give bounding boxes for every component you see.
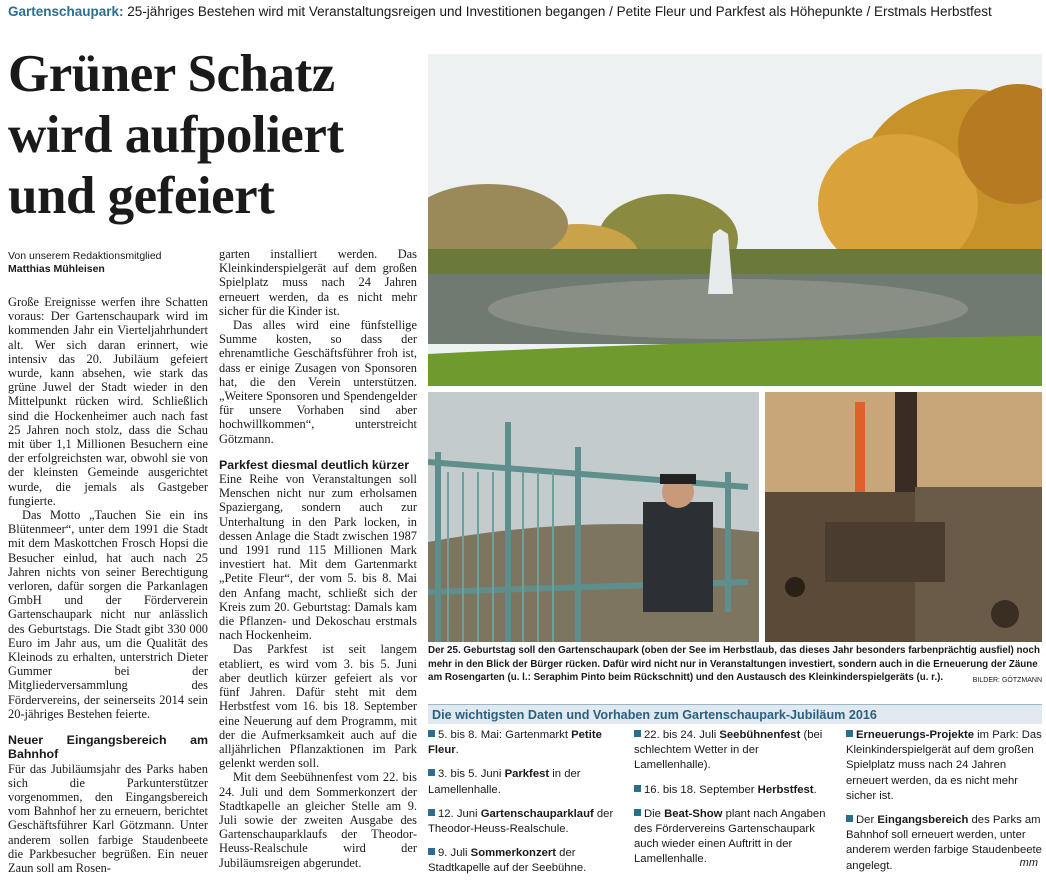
item-text: 9. Juli bbox=[438, 847, 471, 860]
item-keyword: Herbstfest bbox=[757, 783, 814, 796]
byline-author: Matthias Mühleisen bbox=[8, 263, 105, 275]
bullet-square-icon bbox=[428, 769, 435, 776]
headline-line: und gefeiert bbox=[8, 167, 275, 225]
paragraph: Das alles wird eine fünfstellige Summe kosten, so dass der ehrenamtliche Geschäftsführer froh ist, dass er einige Zusagen von Sponsoren hat, die den Verein unterstützen. „Weitere Sponsoren und Spendengelder für unsere Vorhaben sind aber hochwillkommen“, unterstreicht Götzmann. bbox=[219, 318, 417, 446]
item-text: . bbox=[813, 783, 817, 796]
infobox-item bbox=[634, 807, 834, 868]
paragraph: Für das Jubiläumsjahr des Parks haben sich die Parkunterstützer vorgenommen, den Eingangsbereich vom Bahnhof her zu erneuern, berichtet Geschäftsführer Karl Götzmann. Unter anderem sollen farbige Staudenbeete die Parkbesucher begrüßen. Ein neuer Zaun soll am Rosen- bbox=[8, 761, 208, 875]
subheading: Parkfest diesmal deutlich kürzer bbox=[219, 457, 410, 472]
infobox-item bbox=[428, 767, 618, 797]
infobox-item bbox=[428, 846, 618, 876]
item-text: in der Lamellenhalle. bbox=[428, 768, 581, 796]
byline bbox=[8, 250, 162, 276]
article-column-2 bbox=[219, 247, 417, 870]
bullet-square-icon bbox=[428, 848, 435, 855]
kicker-text: 25-jähriges Bestehen wird mit Veranstaltungsreigen und Investitionen begangen / Petite Fleur und Parkfest als Höhepunkte / Erstmals Herbstfest bbox=[123, 4, 992, 19]
headline-line: Grüner Schatz bbox=[8, 45, 335, 103]
headline-line: wird aufpoliert bbox=[8, 106, 344, 164]
subheading: Neuer Eingangsbereich am Bahnhof bbox=[8, 733, 208, 762]
item-keyword: Beat-Show bbox=[664, 807, 723, 820]
infobox-column-3 bbox=[846, 728, 1042, 883]
item-keyword: Parkfest bbox=[504, 768, 550, 781]
bullet-square-icon bbox=[428, 730, 435, 737]
item-text: (bei schlechtem Wetter in der Lamellenhalle). bbox=[634, 729, 823, 772]
infobox-item bbox=[846, 728, 1042, 804]
author-signature: mm bbox=[1019, 857, 1038, 869]
infobox-column-1 bbox=[428, 728, 618, 886]
item-text: . bbox=[455, 744, 459, 757]
item-text: 5. bis 8. Mai: Gartenmarkt bbox=[438, 729, 572, 741]
item-keyword: Erneuerungs-Projekte bbox=[856, 729, 975, 741]
paragraph: Mit dem Seebühnenfest vom 22. bis 24. Juli und dem Sommerkonzert der Stadtkapelle an gleicher Stelle am 9. Juli sowie der zweiten Ausgabe des Gartenschauparklaufs der Theodor-Heuss-Realschule wird der Jubiläumsreigen abgerundet. bbox=[219, 770, 417, 870]
photo-credit: BILDER: GÖTZMANN bbox=[972, 677, 1042, 684]
caption-text: Der 25. Geburtstag soll den Gartenschaupark (oben der See im Herbstlaub, das dieses Jahr besonders farbenprächtig ausfiel) noch mehr in den Blick der Bürger rücken. Dafür wird nicht nur in Veranstaltungen investiert, sondern auch in die Erneuerung der Zäune am Rosengarten (u. l.: Seraphim Pinto beim Rückschnitt) und den Austausch des Kleinkinderspielgeräts (u. r.). bbox=[428, 645, 1040, 683]
article-column-1 bbox=[8, 295, 208, 875]
infobox-item bbox=[634, 783, 834, 798]
item-text: im Park: Das Kleinkinderspielgerät auf dem großen Spielplatz muss nach 24 Jahren erneuert werden, da es nicht mehr sicher ist. bbox=[846, 729, 1042, 802]
paragraph: Das Motto „Tauchen Sie ein ins Blütenmeer“, unter dem 1991 die Stadt mit dem Maskottchen Frosch Hopsi die Besucher einlud, hat auch nach 25 Jahren nichts von seiner Berechtigung verloren, dafür sorgen die Parkanlagen GmbH und der Förderverein Gartenschaupark nicht nur anlässlich des Geburtstags. Die Stadt gibt 330 000 Euro im Jahr aus, um die Qualität des Kleinods zu erhalten, unterstrich Dieter Gummer bei der Mitgliederversammlung des Fördervereins, der seinerseits 2014 sein 20-jähriges Bestehen feierte. bbox=[8, 508, 208, 721]
paragraph: Das Parkfest ist seit langem etabliert, es wird vom 3. bis 5. Juni aber deutlich kürzer gefeiert als vor fünf Jahren. Dafür steht mit dem Herbstfest vom 16. bis 18. September eine Neuerung auf dem Programm, mit der die Aufmerksamkeit auch auf die alljährlichen Pflanzaktionen im Park gelenkt werden soll. bbox=[219, 642, 417, 771]
photo-gardener-fence bbox=[428, 392, 759, 642]
item-keyword: Eingangsbereich bbox=[877, 814, 969, 827]
kicker bbox=[8, 4, 1042, 19]
photo-playground-wood bbox=[765, 392, 1042, 642]
kicker-keyword: Gartenschaupark: bbox=[8, 4, 124, 19]
item-text: 12. Juni bbox=[438, 807, 481, 820]
paragraph: Eine Reihe von Veranstaltungen soll Menschen nicht nur zum erholsamen Spaziergang, sondern auch zur Unterhaltung in den Park locken, in dessen Anlage die Stadt zwischen 1987 und 1991 rund 115 Millionen Mark investiert hat. Mit dem Gartenmarkt „Petite Fleur“, der vom 5. bis 8. Mai den Anfang macht, schließt sich der Kreis zum 20. Geburtstag: Damals kam die Pflanzen- und Dekoschau erstmals nach Hockenheim. bbox=[219, 472, 417, 643]
byline-intro: Von unserem Redaktionsmitglied bbox=[8, 250, 162, 262]
photo-caption bbox=[428, 644, 1042, 688]
infobox-item bbox=[846, 813, 1042, 874]
headline bbox=[8, 44, 418, 227]
item-text: Der bbox=[856, 814, 878, 827]
infobox-column-2 bbox=[634, 728, 834, 877]
item-keyword: Seebühnenfest bbox=[719, 729, 801, 741]
item-text: Die bbox=[644, 807, 665, 820]
bullet-square-icon bbox=[634, 785, 641, 792]
item-text: 22. bis 24. Juli bbox=[644, 729, 720, 741]
item-keyword: Gartenschauparklauf bbox=[480, 807, 594, 820]
bullet-square-icon bbox=[428, 809, 435, 816]
item-text: 16. bis 18. September bbox=[644, 783, 758, 796]
item-keyword: Sommerkonzert bbox=[470, 847, 557, 860]
item-keyword: Petite Fleur bbox=[428, 729, 602, 757]
item-text: der Theodor-Heuss-Realschule. bbox=[428, 807, 614, 836]
infobox-title: Die wichtigsten Daten und Vorhaben zum Gartenschaupark-Jubiläum 2016 bbox=[428, 704, 1042, 724]
paragraph: garten installiert werden. Das Kleinkinderspielgerät auf dem großen Spielplatz muss nach 24 Jahren erneuert werden, da es nicht mehr sicher für die Kinder ist. bbox=[219, 247, 417, 318]
infobox-item bbox=[634, 728, 834, 774]
item-text: der Stadtkapelle auf der Seebühne. bbox=[428, 847, 587, 875]
bullet-square-icon bbox=[634, 730, 641, 737]
bullet-square-icon bbox=[634, 809, 641, 816]
infobox-item bbox=[428, 728, 618, 758]
bullet-square-icon bbox=[846, 730, 853, 737]
photo-park-lake bbox=[428, 54, 1042, 386]
item-text: plant nach Angaben des Fördervereins Gartenschaupark auch wieder einen Auftritt in der Lamellenhalle. bbox=[634, 807, 826, 866]
item-text: des Parks am Bahnhof soll erneuert werden, unter anderem werden farbige Staudenbeete angelegt. bbox=[846, 814, 1042, 872]
item-text: 3. bis 5. Juni bbox=[438, 768, 505, 781]
bullet-square-icon bbox=[846, 815, 853, 822]
paragraph: Große Ereignisse werfen ihre Schatten voraus: Der Gartenschaupark wird im kommenden Jahr ein Vierteljahrhundert alt. Wer sich daran erinnert, wie intensiv das 20. Jubiläum gefeiert wurde, kann absehen, wie stark das grüne Juwel der Stadt wieder in den Mittelpunkt rücken wird. Schließlich sind die Hockenheimer auch nach fast 25 Jahren noch stolz, dass die Schau mit über 1,1 Millionen Besuchern eine der erfolgreichsten war, obwohl sie von der kleinsten Gemeinde ausgerichtet wurde, die jemals als Gastgeber fungierte. bbox=[8, 295, 208, 508]
infobox-item bbox=[428, 807, 618, 837]
